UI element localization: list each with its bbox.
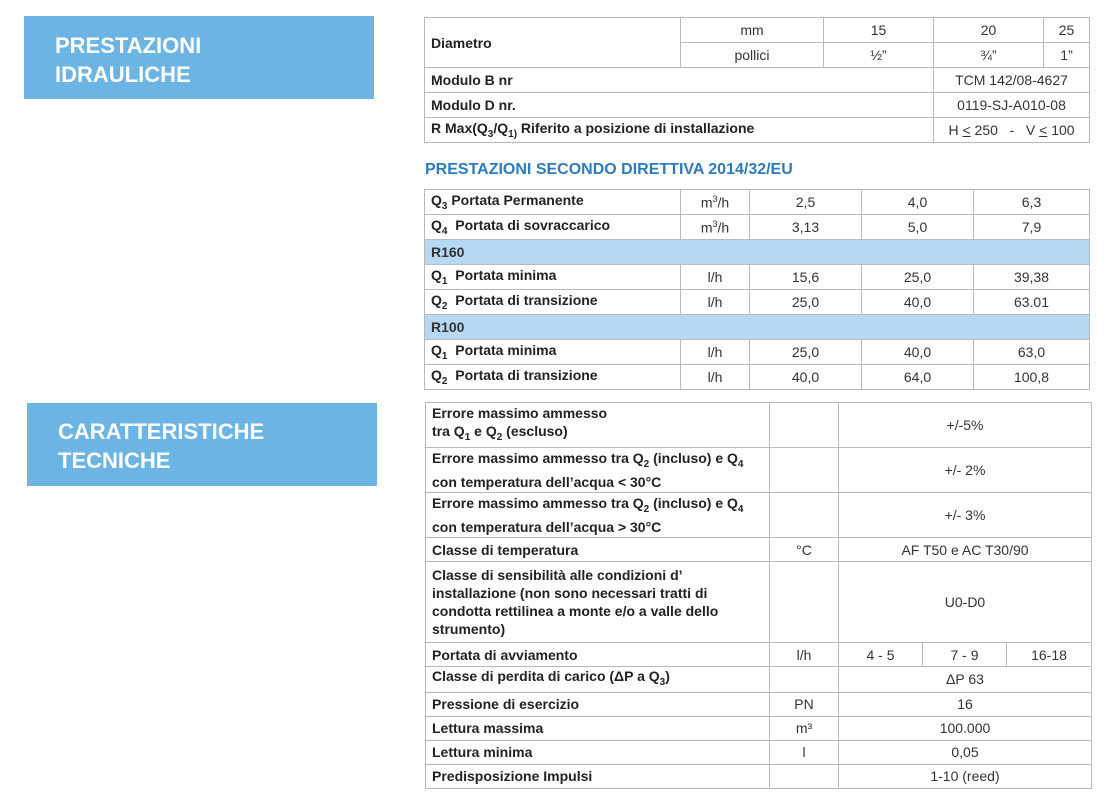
value-cell: 25 xyxy=(1044,18,1090,43)
band-row xyxy=(425,240,1090,265)
value-cell: 4 - 5 xyxy=(839,643,923,667)
impulsi-label: Predisposizione Impulsi xyxy=(426,764,770,788)
table-row xyxy=(425,290,1090,315)
banner-prestazioni-idrauliche xyxy=(24,16,374,99)
performance-table xyxy=(424,189,1090,390)
table-row xyxy=(426,692,1092,716)
table-row xyxy=(426,764,1092,788)
modulo-d-label: Modulo D nr. xyxy=(425,93,934,118)
value-cell: 7,9 xyxy=(974,215,1090,240)
table-row xyxy=(426,538,1092,562)
value-cell: 1” xyxy=(1044,43,1090,68)
q2-label: $Q_2$ Portata di transizione xyxy=(425,365,681,390)
unit-cell: l/h xyxy=(681,290,750,315)
value-cell: 15,6 xyxy=(750,265,862,290)
value-cell: 25,0 xyxy=(862,265,974,290)
unit-cell: PN xyxy=(770,692,839,716)
temp-label: Classe di temperatura xyxy=(426,538,770,562)
value-cell: 63.01 xyxy=(974,290,1090,315)
rmax-value: H < 250 - V < 100 xyxy=(934,118,1090,143)
value-cell: 3,13 xyxy=(750,215,862,240)
value-cell: 5,0 xyxy=(862,215,974,240)
banner-line-1: PRESTAZIONI xyxy=(55,33,202,58)
value-cell: 100,8 xyxy=(974,365,1090,390)
value-cell: 1-10 (reed) xyxy=(839,764,1092,788)
table-row xyxy=(425,18,1090,43)
section-title: PRESTAZIONI SECONDO DIRETTIVA 2014/32/EU xyxy=(425,161,793,178)
unit-cell: $m^3/h$ xyxy=(681,190,750,215)
unit-cell: l/h xyxy=(681,340,750,365)
unit-cell xyxy=(770,667,839,693)
unit-cell: l/h xyxy=(770,643,839,667)
table-row xyxy=(425,68,1090,93)
unit-cell: l xyxy=(770,740,839,764)
diametro-label: Diametro xyxy=(425,18,681,68)
value-cell: 16 xyxy=(839,692,1092,716)
unit-cell: mm xyxy=(681,18,824,43)
value-cell: 100.000 xyxy=(839,716,1092,740)
value-cell: 39,38 xyxy=(974,265,1090,290)
lettura-min-label: Lettura minima xyxy=(426,740,770,764)
value-cell: 20 xyxy=(934,18,1044,43)
value-cell: 16-18 xyxy=(1007,643,1092,667)
value-cell: ¾” xyxy=(934,43,1044,68)
unit-cell: l/h xyxy=(681,265,750,290)
perdita-label: Classe di perdita di carico (ΔP a $Q_3$) xyxy=(426,667,770,693)
pressione-label: Pressione di esercizio xyxy=(426,692,770,716)
err3-label: Errore massimo ammesso tra $Q_2$ (incluso) e $Q_4$ con temperatura dell’acqua > 30°C xyxy=(426,493,770,538)
value-cell: 6,3 xyxy=(974,190,1090,215)
q3-label: $Q_3$ Portata Permanente xyxy=(425,190,681,215)
unit-cell: l/h xyxy=(681,365,750,390)
value-cell: 0,05 xyxy=(839,740,1092,764)
banner-line-1: CARATTERISTICHE xyxy=(58,419,265,444)
value-cell: 25,0 xyxy=(750,290,862,315)
table-row xyxy=(426,403,1092,448)
value-cell: +/-5% xyxy=(839,403,1092,448)
unit-cell: °C xyxy=(770,538,839,562)
unit-cell xyxy=(770,403,839,448)
value-cell: 40,0 xyxy=(862,340,974,365)
band-r160: R160 xyxy=(425,240,1090,265)
q1-label: $Q_1$ Portata minima xyxy=(425,340,681,365)
banner-caratteristiche-tecniche xyxy=(27,403,377,486)
sens-label: Classe di sensibilità alle condizioni d’ installazione (non sono necessari tratti di condotta rettilinea a monte e/o a valle dello strumento) xyxy=(426,562,770,643)
value-cell: ΔP 63 xyxy=(839,667,1092,693)
table-row xyxy=(426,448,1092,493)
band-row xyxy=(425,315,1090,340)
table-row xyxy=(426,493,1092,538)
err1-label: Errore massimo ammesso tra $Q_1$ e $Q_2$ (escluso) xyxy=(426,403,770,448)
unit-cell xyxy=(770,764,839,788)
modulo-b-value: TCM 142/08-4627 xyxy=(934,68,1090,93)
table-row xyxy=(425,215,1090,240)
table-row xyxy=(425,340,1090,365)
modulo-b-label: Modulo B nr xyxy=(425,68,934,93)
table-row xyxy=(425,118,1090,143)
table-row xyxy=(426,643,1092,667)
table-row xyxy=(426,716,1092,740)
banner-line-2: IDRAULICHE xyxy=(55,62,191,87)
value-cell: ½” xyxy=(824,43,934,68)
unit-cell xyxy=(770,562,839,643)
diameter-table xyxy=(424,17,1090,143)
value-cell: +/- 2% xyxy=(839,448,1092,493)
value-cell: 63,0 xyxy=(974,340,1090,365)
table-row xyxy=(425,93,1090,118)
lettura-max-label: Lettura massima xyxy=(426,716,770,740)
q1-label: $Q_1$ Portata minima xyxy=(425,265,681,290)
avv-label: Portata di avviamento xyxy=(426,643,770,667)
band-r100: R100 xyxy=(425,315,1090,340)
unit-cell: m³ xyxy=(770,716,839,740)
rmax-label: R $Max(Q_3/Q_{1)}$ Riferito a posizione di installazione xyxy=(425,118,934,143)
banner-line-2: TECNICHE xyxy=(58,448,171,473)
value-cell: U0-D0 xyxy=(839,562,1092,643)
value-cell: 7 - 9 xyxy=(923,643,1007,667)
unit-cell: $m^3/h$ xyxy=(681,215,750,240)
value-cell: +/- 3% xyxy=(839,493,1092,538)
value-cell: 15 xyxy=(824,18,934,43)
modulo-d-value: 0119-SJ-A010-08 xyxy=(934,93,1090,118)
table-row xyxy=(426,562,1092,643)
table-row xyxy=(426,667,1092,693)
q4-label: $Q_4$ Portata di sovraccarico xyxy=(425,215,681,240)
unit-cell xyxy=(770,448,839,493)
value-cell: 25,0 xyxy=(750,340,862,365)
value-cell: 4,0 xyxy=(862,190,974,215)
table-row xyxy=(425,365,1090,390)
table-row xyxy=(426,740,1092,764)
value-cell: 40,0 xyxy=(750,365,862,390)
table-row xyxy=(425,265,1090,290)
value-cell: 2,5 xyxy=(750,190,862,215)
value-cell: 64,0 xyxy=(862,365,974,390)
unit-cell xyxy=(770,493,839,538)
technical-table xyxy=(425,402,1092,789)
q2-label: $Q_2$ Portata di transizione xyxy=(425,290,681,315)
unit-cell: pollici xyxy=(681,43,824,68)
err2-label: Errore massimo ammesso tra $Q_2$ (incluso) e $Q_4$ con temperatura dell’acqua < 30°C xyxy=(426,448,770,493)
value-cell: 40,0 xyxy=(862,290,974,315)
table-row xyxy=(425,190,1090,215)
value-cell: AF T50 e AC T30/90 xyxy=(839,538,1092,562)
